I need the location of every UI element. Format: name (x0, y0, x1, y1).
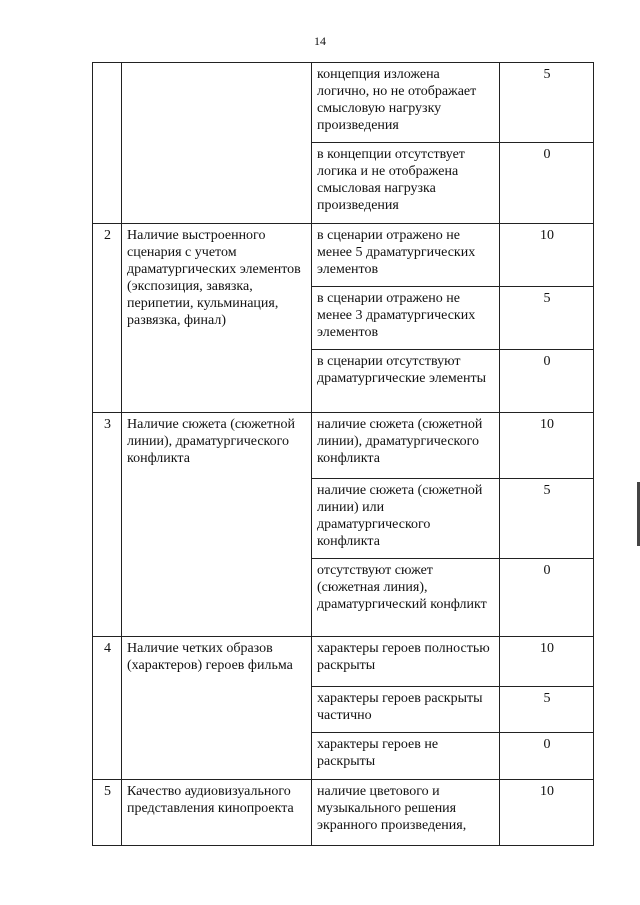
level-description: в сценарии отражено не менее 5 драматургических элементов (312, 224, 500, 287)
criterion-cell: Наличие четких образов (характеров) героев фильма (122, 637, 312, 780)
level-description: в сценарии отражено не менее 3 драматургических элементов (312, 287, 500, 350)
page-number: 14 (314, 34, 326, 48)
level-description: наличие цветового и музыкального решения экранного произведения, (312, 780, 500, 846)
table-row (93, 63, 594, 143)
level-description: наличие сюжета (сюжетной линии) или драматургического конфликта (312, 479, 500, 559)
level-description: концепция изложена логично, но не отображает смысловую нагрузку произведения (312, 63, 500, 143)
score-cell: 0 (500, 733, 594, 780)
table-row (93, 780, 594, 846)
table-row (93, 637, 594, 687)
level-description: в концепции отсутствует логика и не отображена смысловая нагрузка произведения (312, 143, 500, 224)
score-cell: 10 (500, 637, 594, 687)
criteria-table (92, 62, 594, 846)
criterion-cell (122, 63, 312, 224)
criterion-cell: Качество аудиовизуального представления кинопроекта (122, 780, 312, 846)
row-number: 5 (93, 780, 122, 846)
score-cell: 5 (500, 287, 594, 350)
level-description: характеры героев раскрыты частично (312, 687, 500, 733)
table-row (93, 224, 594, 287)
criterion-cell: Наличие сюжета (сюжетной линии), драматургического конфликта (122, 413, 312, 637)
row-number: 4 (93, 637, 122, 780)
score-cell: 5 (500, 479, 594, 559)
row-number: 3 (93, 413, 122, 637)
level-description: в сценарии отсутствуют драматургические элементы (312, 350, 500, 413)
score-cell: 0 (500, 143, 594, 224)
score-cell: 10 (500, 780, 594, 846)
level-description: характеры героев полностью раскрыты (312, 637, 500, 687)
level-description: характеры героев не раскрыты (312, 733, 500, 780)
row-number: 2 (93, 224, 122, 413)
table-row (93, 413, 594, 479)
score-cell: 5 (500, 687, 594, 733)
level-description: отсутствуют сюжет (сюжетная линия), драматургический конфликт (312, 559, 500, 637)
score-cell: 0 (500, 559, 594, 637)
score-cell: 10 (500, 224, 594, 287)
row-number (93, 63, 122, 224)
score-cell: 0 (500, 350, 594, 413)
score-cell: 5 (500, 63, 594, 143)
criterion-cell: Наличие выстроенного сценария с учетом драматургических элементов (экспозиция, завязка, перипетии, кульминация, развязка, финал) (122, 224, 312, 413)
level-description: наличие сюжета (сюжетной линии), драматургического конфликта (312, 413, 500, 479)
score-cell: 10 (500, 413, 594, 479)
